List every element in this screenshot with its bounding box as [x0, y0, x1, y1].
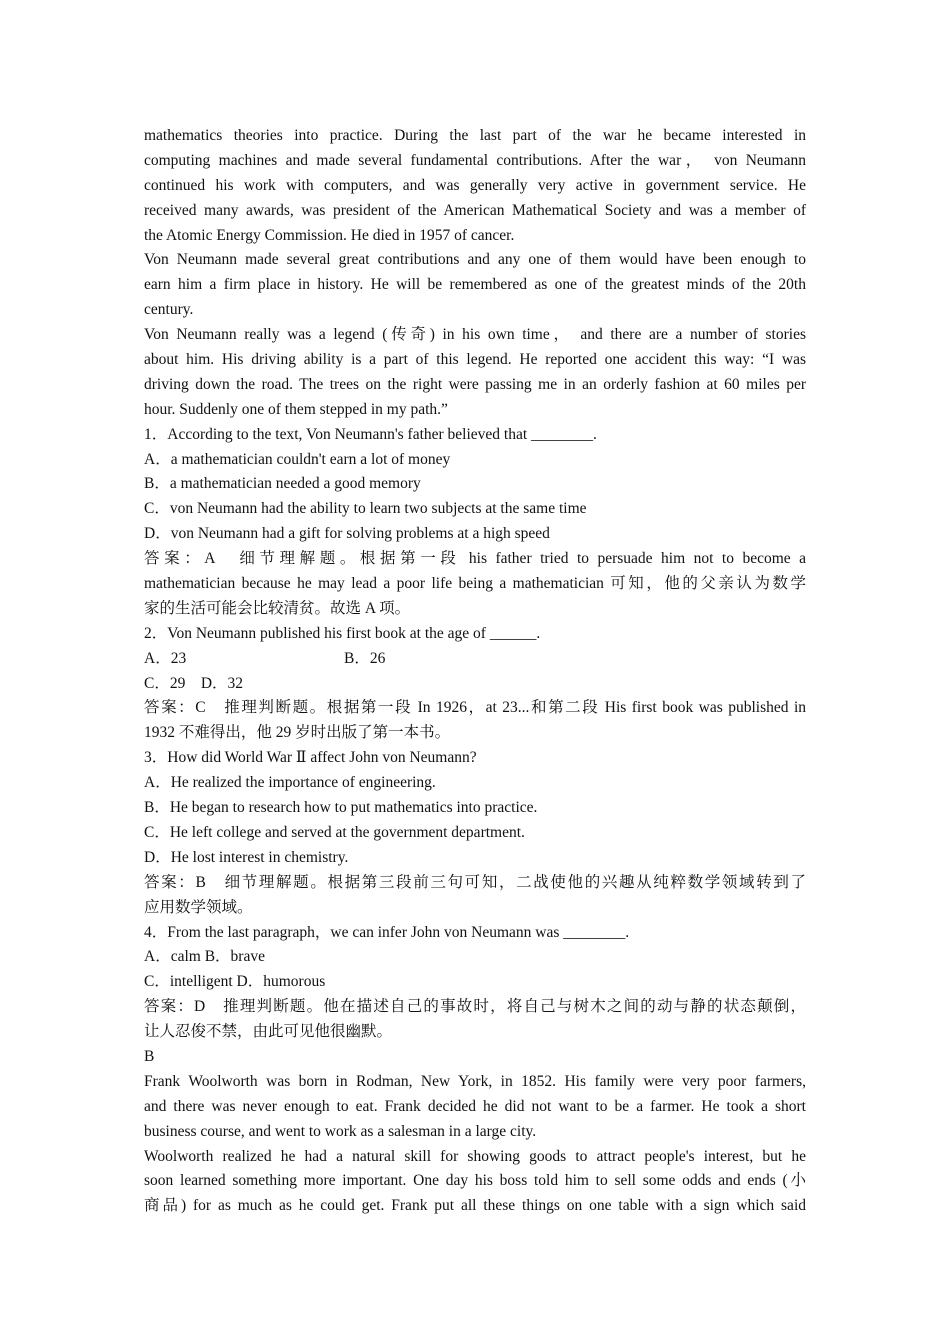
text-line: the Atomic Energy Commission. He died in 1957 of cancer.: [144, 226, 515, 244]
text-line: [144, 647, 806, 672]
text-line: D．von Neumann had a gift for solving problems at a high speed: [144, 525, 550, 543]
text-line: business course, and went to work as a salesman in a large city.: [144, 1122, 537, 1140]
option-a: A．23: [144, 649, 187, 667]
text-line: about him. His driving ability is a part of this legend. He reported one accident this way: “I was: [144, 351, 806, 369]
text-line: 1．According to the text, Von Neumann's father believed that ________.: [144, 425, 597, 443]
text-line: C．29 D．32: [144, 674, 244, 692]
text-line: D．He lost interest in chemistry.: [144, 848, 349, 866]
text-line: 3．How did World War Ⅱ affect John von Neumann?: [144, 749, 477, 767]
text-line: 2．Von Neumann published his first book at the age of ______.: [144, 624, 541, 642]
text-line: 4．From the last paragraph，we can infer John von Neumann was ________.: [144, 923, 630, 941]
text-line: B: [144, 1047, 155, 1065]
text-line: Frank Woolworth was born in Rodman, New York, in 1852. His family were very poor farmers,: [144, 1072, 806, 1090]
text-line: 答案：C 推理判断题。根据第一段 In 1926，at 23...和第二段 His first book was published in: [144, 699, 806, 717]
text-line: received many awards, was president of the American Mathematical Society and was a member of: [144, 201, 806, 219]
text-line: 答案：A 细节理解题。根据第一段 his father tried to persuade him not to become a: [144, 550, 806, 568]
text-line: A．a mathematician couldn't earn a lot of money: [144, 450, 451, 468]
text-line: A．calm B．brave: [144, 948, 265, 966]
text-line: computing machines and made several fundamental contributions. After the war， von Neumann: [144, 151, 806, 169]
text-line: earn him a firm place in history. He will be remembered as one of the greatest minds of the 20th: [144, 276, 806, 294]
text-line: 让人忍俊不禁，由此可见他很幽默。: [144, 1023, 393, 1041]
document-page: [144, 124, 806, 1219]
option-b: B．26: [344, 649, 386, 667]
text-line: C．intelligent D．humorous: [144, 973, 326, 991]
text-line: A．He realized the importance of engineering.: [144, 774, 436, 792]
text-line: B．He began to research how to put mathematics into practice.: [144, 799, 538, 817]
text-line: 商品) for as much as he could get. Frank put all these things on one table with a sign which said: [144, 1197, 806, 1215]
text-line: B．a mathematician needed a good memory: [144, 475, 421, 493]
text-line: century.: [144, 301, 194, 319]
text-line: 家的生活可能会比较清贫。故选 A 项。: [144, 599, 411, 617]
text-line: 答案：B 细节理解题。根据第三段前三句可知，二战使他的兴趣从纯粹数学领域转到了: [144, 873, 806, 891]
text-line: 答案：D 推理判断题。他在描述自己的事故时，将自己与树木之间的动与静的状态颠倒，: [144, 998, 806, 1016]
text-line: mathematician because he may lead a poor life being a mathematician 可知，他的父亲认为数学: [144, 575, 806, 593]
text-line: 应用数学领域。: [144, 898, 253, 916]
text-line: Woolworth realized he had a natural skill for showing goods to attract people's interest, but he: [144, 1147, 806, 1165]
text-line: soon learned something more important. One day his boss told him to sell some odds and ends (小: [144, 1172, 806, 1190]
text-line: continued his work with computers, and was generally very active in government service. He: [144, 176, 806, 194]
text-line: Von Neumann made several great contributions and any one of them would have been enough to: [144, 251, 806, 269]
text-line: 1932 不难得出，他 29 岁时出版了第一本书。: [144, 724, 451, 742]
text-line: Von Neumann really was a legend (传奇) in his own time， and there are a number of stories: [144, 326, 806, 344]
text-line: mathematics theories into practice. During the last part of the war he became interested in: [144, 127, 806, 144]
text-line: and there was never enough to eat. Frank decided he did not want to be a farmer. He took a short: [144, 1097, 806, 1115]
text-line: C．He left college and served at the government department.: [144, 823, 525, 841]
text-line: hour. Suddenly one of them stepped in my path.”: [144, 400, 448, 418]
text-line: C．von Neumann had the ability to learn two subjects at the same time: [144, 500, 587, 518]
text-line: driving down the road. The trees on the right were passing me in an orderly fashion at 60 miles per: [144, 375, 806, 393]
